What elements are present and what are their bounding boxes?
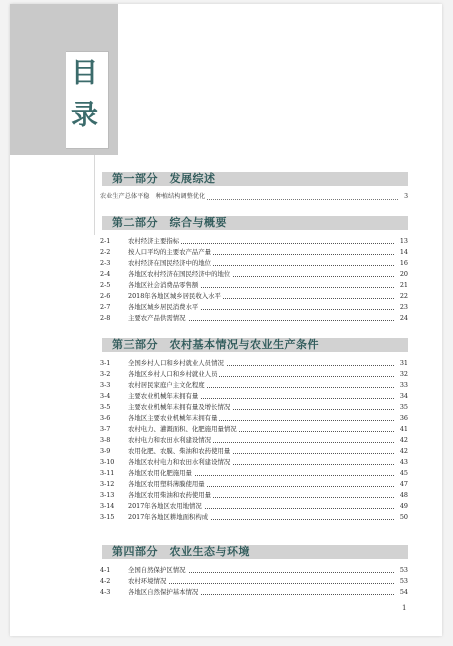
entry-number: 3-9: [100, 447, 111, 455]
entry-title: 农业生产总体平稳 种植结构调整优化: [100, 193, 206, 200]
entry-title: 全国自然保护区情况: [128, 566, 186, 574]
entry-title: 各地区主要农业机械年末拥有量: [128, 414, 218, 422]
entry-number: 4-2: [100, 577, 111, 585]
entry-page: 13: [399, 237, 408, 245]
entry-number: 3-1: [100, 359, 111, 367]
entry-number: 3-7: [100, 425, 111, 433]
entry-page: 54: [399, 588, 408, 596]
toc-sub-entry[interactable]: [100, 192, 408, 202]
entry-title: 各地区乡村人口和乡村就业人员: [128, 370, 218, 378]
entry-number: 3-2: [100, 370, 111, 378]
entry-title: 各地区农用化肥施用量: [128, 469, 192, 477]
section-title: 第三部分 农村基本情况与农业生产条件: [112, 338, 319, 351]
entry-number: 3-14: [100, 502, 115, 510]
entry-page: 42: [399, 447, 408, 455]
entry-page: 32: [399, 370, 408, 378]
entry-number: 3-11: [100, 469, 115, 477]
entry-number: 4-1: [100, 566, 111, 574]
entry-page: 23: [399, 303, 408, 311]
entry-number: 4-3: [100, 588, 111, 596]
entry-number: 2-8: [100, 314, 111, 322]
entry-number: 2-1: [100, 237, 111, 245]
entry-page: 24: [399, 314, 408, 322]
entry-page: 48: [399, 491, 408, 499]
entry-number: 2-2: [100, 248, 111, 256]
entry-title: 各地区城乡居民消费水平: [128, 303, 199, 311]
section-title: 第二部分 综合与概要: [112, 216, 227, 229]
entry-number: 2-6: [100, 292, 111, 300]
page-number: 1: [402, 604, 407, 612]
entry-page: 42: [399, 436, 408, 444]
entry-page: 3: [404, 193, 408, 200]
entry-page: 53: [399, 577, 408, 585]
section-title: 第四部分 农业生态与环境: [112, 545, 250, 558]
title-char-2: 录: [71, 100, 98, 131]
entry-page: 20: [399, 270, 408, 278]
entry-title: 各地区自然保护基本情况: [128, 588, 199, 596]
entry-page: 16: [399, 259, 408, 267]
entry-page: 31: [399, 359, 408, 367]
entry-number: 2-5: [100, 281, 111, 289]
entry-number: 3-12: [100, 480, 115, 488]
entry-number: 3-10: [100, 458, 115, 466]
entry-title: 农村经济在国民经济中的地位: [128, 259, 212, 267]
entry-title: 2018年各地区城乡居民收入水平: [128, 292, 221, 300]
entry-number: 3-15: [100, 513, 115, 521]
document-page: [10, 4, 442, 636]
entry-number: 3-5: [100, 403, 111, 411]
entry-title: 按人口平均的主要农产品产量: [128, 248, 212, 256]
entry-title: 全国乡村人口和乡村就业人员情况: [128, 359, 224, 367]
entry-number: 3-8: [100, 436, 111, 444]
entry-page: 33: [399, 381, 408, 389]
entry-page: 41: [399, 425, 408, 433]
entry-title: 农村居民家庭户主文化程度: [128, 381, 205, 389]
entry-page: 22: [399, 292, 408, 300]
entry-title: 农用化肥、农膜、柴油和农药使用量: [128, 447, 231, 455]
entry-title: 农村电力和农田水利建设情况: [128, 436, 212, 444]
entry-title: 各地区社会消费品零售额: [128, 281, 199, 289]
entry-title: 各地区农村经济在国民经济中的地位: [128, 270, 231, 278]
entry-title: 主要农业机械年末拥有量: [128, 392, 199, 400]
toc-entry[interactable]: [100, 587, 408, 597]
entry-title: 农村经济主要指标: [128, 237, 180, 245]
entry-number: 3-4: [100, 392, 111, 400]
entry-title: 主要农业机械年末拥有量及增长情况: [128, 403, 231, 411]
entry-page: 47: [399, 480, 408, 488]
entry-title: 农村环境情况: [128, 577, 167, 585]
section-title: 第一部分 发展综述: [112, 172, 216, 185]
toc-entry[interactable]: [100, 512, 408, 522]
entry-page: 43: [399, 458, 408, 466]
entry-title: 各地区农用塑料薄膜使用量: [128, 480, 205, 488]
entry-number: 2-7: [100, 303, 111, 311]
entry-page: 50: [399, 513, 408, 521]
entry-number: 2-4: [100, 270, 111, 278]
entry-title: 各地区农用柴油和农药使用量: [128, 491, 212, 499]
entry-title: 主要农产品供需情况: [128, 314, 186, 322]
entry-title: 农村电力、灌溉面积、化肥施用量情况: [128, 425, 237, 433]
entry-title: 2017年各地区耕地面积构成: [128, 513, 209, 521]
entry-number: 3-13: [100, 491, 115, 499]
entry-page: 36: [399, 414, 408, 422]
entry-title: 各地区农村电力和农田水利建设情况: [128, 458, 231, 466]
entry-page: 14: [399, 248, 408, 256]
entry-title: 2017年各地区农用地情况: [128, 502, 202, 510]
entry-page: 49: [399, 502, 408, 510]
entry-page: 53: [399, 566, 408, 574]
title-char-1: 目: [71, 58, 98, 89]
entry-number: 3-6: [100, 414, 111, 422]
entry-page: 45: [399, 469, 408, 477]
entry-page: 21: [399, 281, 408, 289]
toc-entry[interactable]: [100, 313, 408, 323]
entry-page: 35: [399, 403, 408, 411]
entry-number: 3-3: [100, 381, 111, 389]
entry-number: 2-3: [100, 259, 111, 267]
entry-page: 34: [399, 392, 408, 400]
divider-line: [94, 155, 95, 235]
